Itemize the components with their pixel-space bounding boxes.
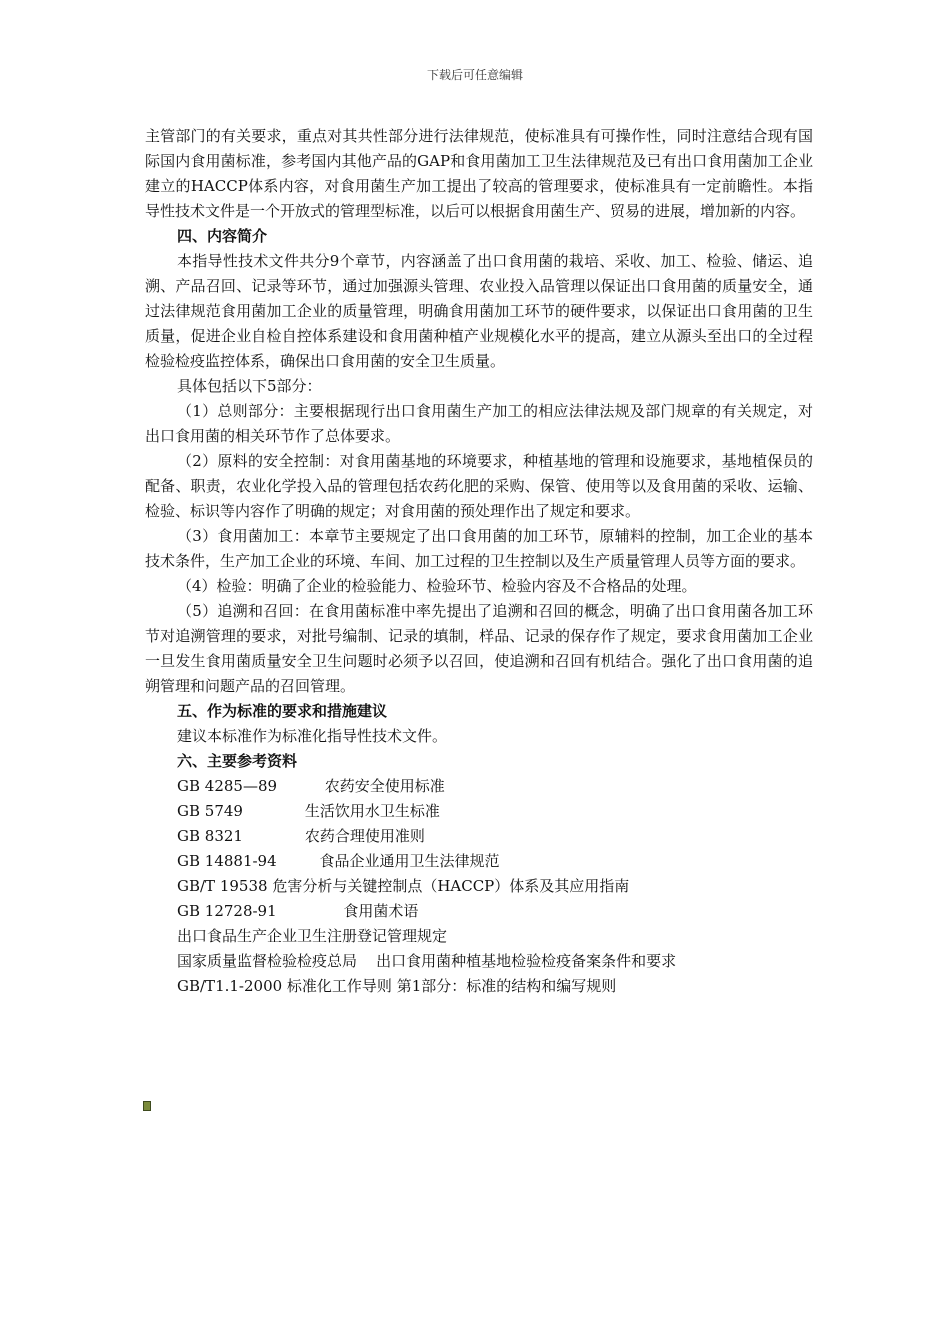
reference-item: GB/T1.1-2000 标准化工作导则 第1部分：标准的结构和编写规则 [177, 977, 617, 995]
reference-item: GB 12728-91 食用菌术语 [177, 902, 419, 920]
reference-item: 国家质量监督检验检疫总局 出口食用菌种植基地检验检疫备案条件和要求 [177, 952, 677, 970]
document-body [145, 124, 813, 999]
part-5: （5）追溯和召回：在食用菌标准中率先提出了追溯和召回的概念，明确了出口食用菌各加工环节对追溯管理的要求，对批号编制、记录的填制，样品、记录的保存作了规定，要求食用菌加工企业一旦发生食用菌质量安全卫生问题时必须予以召回，使追溯和召回有机结合。强化了出口食用菌的追朔管理和问题产品的召回管理。 [145, 602, 813, 695]
reference-item: GB 8321 农药合理使用准则 [177, 827, 425, 845]
parts-intro: 具体包括以下5部分： [177, 377, 322, 395]
small-image-mark [143, 1101, 151, 1111]
section-4-paragraph: 本指导性技术文件共分9个章节，内容涵盖了出口食用菌的栽培、采收、加工、检验、储运、追溯、产品召回、记录等环节，通过加强源头管理、农业投入品管理以保证出口食用菌的质量安全，通过法律规范食用菌加工企业的质量管理，明确食用菌加工环节的硬件要求，以保证出口食用菌的卫生质量，促进企业自检自控体系建设和食用菌种植产业规模化水平的提高，建立从源头至出口的全过程检验检疫监控体系，确保出口食用菌的安全卫生质量。 [145, 252, 813, 370]
part-2: （2）原料的安全控制：对食用菌基地的环境要求，种植基地的管理和设施要求，基地植保员的配备、职责，农业化学投入品的管理包括农药化肥的采购、保管、使用等以及食用菌的采收、运输、检验、标识等内容作了明确的规定；对食用菌的预处理作出了规定和要求。 [145, 452, 813, 520]
reference-item: GB 5749 生活饮用水卫生标准 [177, 802, 440, 820]
part-4: （4）检验：明确了企业的检验能力、检验环节、检验内容及不合格品的处理。 [177, 577, 697, 595]
reference-item: 出口食品生产企业卫生注册登记管理规定 [177, 927, 448, 945]
intro-paragraph: 主管部门的有关要求，重点对其共性部分进行法律规范，使标准具有可操作性，同时注意结合现有国际国内食用菌标准，参考国内其他产品的GAP和食用菌加工卫生法律规范及已有出口食用菌加工企业建立的HACCP体系内容，对食用菌生产加工提出了较高的管理要求，使标准具有一定前瞻性。本指导性技术文件是一个开放式的管理型标准，以后可以根据食用菌生产、贸易的进展，增加新的内容。 [145, 127, 813, 220]
part-3: （3）食用菌加工：本章节主要规定了出口食用菌的加工环节，原辅料的控制，加工企业的基本技术条件，生产加工企业的环境、车间、加工过程的卫生控制以及生产质量管理人员等方面的要求。 [145, 527, 813, 570]
reference-list [145, 774, 813, 999]
section-5-paragraph: 建议本标准作为标准化指导性技术文件。 [177, 727, 448, 745]
section-5-heading: 五、作为标准的要求和措施建议 [177, 702, 388, 720]
page-header: 下载后可任意编辑 [426, 68, 523, 82]
reference-item: GB/T 19538 危害分析与关键控制点（HACCP）体系及其应用指南 [177, 877, 630, 895]
section-6-heading: 六、主要参考资料 [177, 752, 298, 770]
part-1: （1）总则部分：主要根据现行出口食用菌生产加工的相应法律法规及部门规章的有关规定，对出口食用菌的相关环节作了总体要求。 [145, 402, 813, 445]
reference-item: GB 14881-94 食品企业通用卫生法律规范 [177, 852, 500, 870]
section-4-heading: 四、内容简介 [177, 227, 268, 245]
reference-item: GB 4285—89 农药安全使用标准 [177, 777, 445, 795]
